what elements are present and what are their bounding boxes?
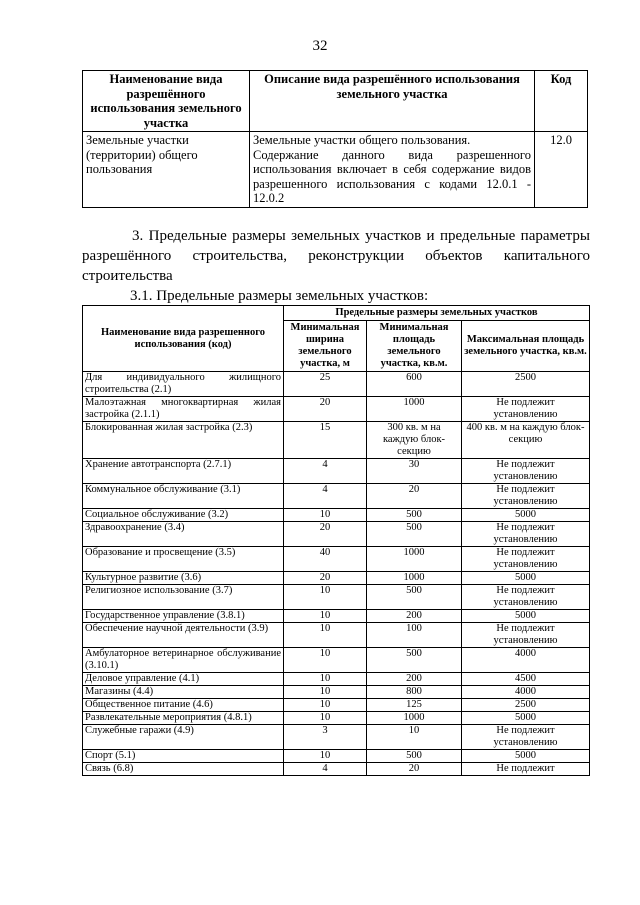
table-row xyxy=(83,610,590,623)
cell-min-area: 200 xyxy=(367,610,462,623)
cell-min-area: 30 xyxy=(367,459,462,484)
cell-min-area: 100 xyxy=(367,623,462,648)
cell-max-area: 5000 xyxy=(462,712,590,725)
table-row xyxy=(83,725,590,750)
cell-min-area: 20 xyxy=(367,484,462,509)
cell-use-type: Социальное обслуживание (3.2) xyxy=(83,509,284,522)
cell-min-width: 4 xyxy=(284,484,367,509)
cell-use-type: Общественное питание (4.6) xyxy=(83,699,284,712)
cell-min-width: 10 xyxy=(284,699,367,712)
cell-min-width: 15 xyxy=(284,422,367,459)
cell-max-area: 4500 xyxy=(462,673,590,686)
cell-min-area: 800 xyxy=(367,686,462,699)
cell-min-area: 10 xyxy=(367,725,462,750)
cell-max-area: 4000 xyxy=(462,686,590,699)
cell-use-type: Обеспечение научной деятельности (3.9) xyxy=(83,623,284,648)
cell-max-area: Не подлежит установлению xyxy=(462,522,590,547)
cell-max-area: Не подлежит установлению xyxy=(462,459,590,484)
cell-min-width: 10 xyxy=(284,585,367,610)
cell-min-width: 40 xyxy=(284,547,367,572)
cell-max-area: Не подлежит установлению xyxy=(462,547,590,572)
cell-use-type: Служебные гаражи (4.9) xyxy=(83,725,284,750)
header-min-area: Минимальная площадь земельного участка, кв.м. xyxy=(367,321,462,372)
cell-use-type: Для индивидуального жилищного строительства (2.1) xyxy=(83,372,284,397)
cell-max-area: 2500 xyxy=(462,699,590,712)
cell-use-type: Малоэтажная многоквартирная жилая застройка (2.1.1) xyxy=(83,397,284,422)
cell-min-area: 500 xyxy=(367,750,462,763)
cell-min-width: 10 xyxy=(284,712,367,725)
cell-max-area: Не подлежит установлению xyxy=(462,397,590,422)
cell-min-width: 10 xyxy=(284,686,367,699)
cell-min-width: 25 xyxy=(284,372,367,397)
description-body: Содержание данного вида разрешенного использования включает в себя содержание видов разрешенного использования с кодами 12.0.1 - 12.0.2 xyxy=(253,147,531,205)
cell-max-area: Не подлежит xyxy=(462,763,590,776)
cell-use-type: Развлекательные мероприятия (4.8.1) xyxy=(83,712,284,725)
cell-use-type: Религиозное использование (3.7) xyxy=(83,585,284,610)
header-limit-group: Предельные размеры земельных участков xyxy=(284,306,590,321)
cell-min-area: 1000 xyxy=(367,547,462,572)
cell-min-area: 125 xyxy=(367,699,462,712)
table-row xyxy=(83,132,588,208)
section-heading-line-3: строительства xyxy=(82,268,173,284)
description-first-line: Земельные участки общего пользования. xyxy=(253,133,471,147)
table-row xyxy=(83,509,590,522)
table-row xyxy=(83,547,590,572)
cell-max-area: 400 кв. м на каждую блок-секцию xyxy=(462,422,590,459)
cell-max-area: 5000 xyxy=(462,610,590,623)
table-row xyxy=(83,648,590,673)
table-row xyxy=(83,585,590,610)
cell-min-area: 500 xyxy=(367,509,462,522)
cell-min-area: 500 xyxy=(367,522,462,547)
cell-min-width: 10 xyxy=(284,648,367,673)
cell-min-area: 20 xyxy=(367,763,462,776)
table-row xyxy=(83,572,590,585)
cell-max-area: 5000 xyxy=(462,509,590,522)
table-row xyxy=(83,750,590,763)
header-use-type-description: Описание вида разрешённого использования земельного участка xyxy=(250,71,535,132)
cell-use-type: Государственное управление (3.8.1) xyxy=(83,610,284,623)
table-row xyxy=(83,422,590,459)
header-code: Код xyxy=(535,71,588,132)
cell-min-width: 10 xyxy=(284,750,367,763)
cell-max-area: 2500 xyxy=(462,372,590,397)
subsection-heading: 3.1. Предельные размеры земельных участков: xyxy=(130,288,429,304)
cell-min-area: 200 xyxy=(367,673,462,686)
table-row xyxy=(83,522,590,547)
cell-min-area: 1000 xyxy=(367,712,462,725)
cell-min-area: 500 xyxy=(367,648,462,673)
cell-min-area: 1000 xyxy=(367,572,462,585)
table-row xyxy=(83,372,590,397)
cell-use-type: Блокированная жилая застройка (2.3) xyxy=(83,422,284,459)
cell-use-type-name: Земельные участки (территории) общего пользования xyxy=(83,132,250,208)
table-row xyxy=(83,699,590,712)
cell-code: 12.0 xyxy=(535,132,588,208)
cell-use-type: Хранение автотранспорта (2.7.1) xyxy=(83,459,284,484)
section-heading-line-2: разрешённого строительства, реконструкции объектов капитального xyxy=(82,248,590,264)
cell-max-area: 4000 xyxy=(462,648,590,673)
cell-min-width: 3 xyxy=(284,725,367,750)
cell-min-width: 20 xyxy=(284,397,367,422)
table-row xyxy=(83,763,590,776)
table-row xyxy=(83,623,590,648)
cell-min-width: 10 xyxy=(284,610,367,623)
table-row xyxy=(83,459,590,484)
cell-use-type: Связь (6.8) xyxy=(83,763,284,776)
section-heading xyxy=(82,226,590,286)
cell-max-area: 5000 xyxy=(462,750,590,763)
header-max-area: Максимальная площадь земельного участка, кв.м. xyxy=(462,321,590,372)
land-plot-limits-table xyxy=(82,305,590,776)
cell-min-area: 1000 xyxy=(367,397,462,422)
table-row xyxy=(83,397,590,422)
cell-use-type: Здравоохранение (3.4) xyxy=(83,522,284,547)
cell-use-type: Спорт (5.1) xyxy=(83,750,284,763)
cell-min-width: 4 xyxy=(284,459,367,484)
cell-max-area: 5000 xyxy=(462,572,590,585)
cell-use-type: Культурное развитие (3.6) xyxy=(83,572,284,585)
cell-min-area: 600 xyxy=(367,372,462,397)
cell-min-area: 500 xyxy=(367,585,462,610)
cell-max-area: Не подлежит установлению xyxy=(462,585,590,610)
page-number: 32 xyxy=(312,38,328,54)
land-use-type-table xyxy=(82,70,588,208)
cell-use-type-description xyxy=(250,132,535,208)
header-use-type-name: Наименование вида разрешённого использования земельного участка xyxy=(83,71,250,132)
cell-min-width: 4 xyxy=(284,763,367,776)
cell-min-width: 10 xyxy=(284,673,367,686)
cell-use-type: Коммунальное обслуживание (3.1) xyxy=(83,484,284,509)
cell-max-area: Не подлежит установлению xyxy=(462,484,590,509)
header-min-width: Минимальная ширина земельного участка, м xyxy=(284,321,367,372)
cell-use-type: Деловое управление (4.1) xyxy=(83,673,284,686)
cell-min-width: 20 xyxy=(284,572,367,585)
cell-use-type: Образование и просвещение (3.5) xyxy=(83,547,284,572)
table-header-row xyxy=(83,71,588,132)
cell-min-width: 20 xyxy=(284,522,367,547)
cell-min-area: 300 кв. м на каждую блок-секцию xyxy=(367,422,462,459)
table-row xyxy=(83,484,590,509)
cell-max-area: Не подлежит установлению xyxy=(462,623,590,648)
table-row xyxy=(83,673,590,686)
header-use-type: Наименование вида разрешенного использования (код) xyxy=(83,306,284,372)
table-header-row xyxy=(83,306,590,321)
cell-use-type: Амбулаторное ветеринарное обслуживание (3.10.1) xyxy=(83,648,284,673)
section-heading-line-1: 3. Предельные размеры земельных участков и предельные параметры xyxy=(132,228,590,244)
table-row xyxy=(83,712,590,725)
cell-use-type: Магазины (4.4) xyxy=(83,686,284,699)
table-row xyxy=(83,686,590,699)
cell-max-area: Не подлежит установлению xyxy=(462,725,590,750)
cell-min-width: 10 xyxy=(284,623,367,648)
table-body xyxy=(83,372,590,776)
cell-min-width: 10 xyxy=(284,509,367,522)
